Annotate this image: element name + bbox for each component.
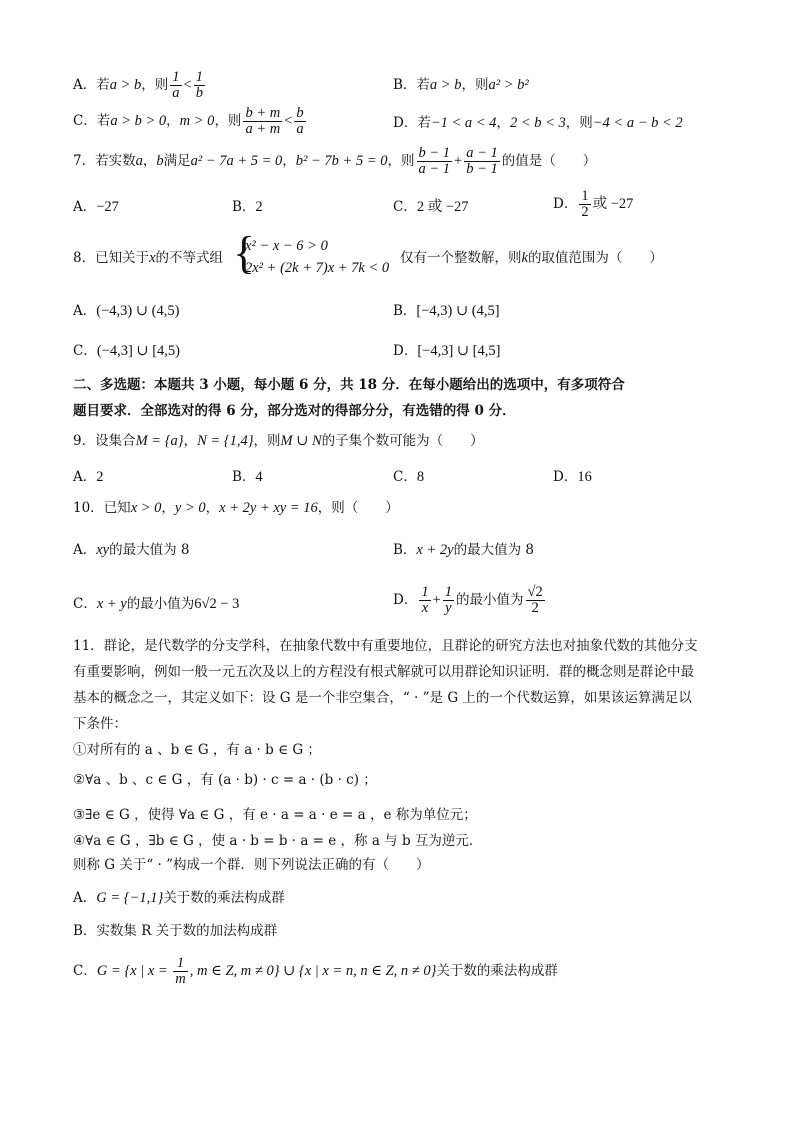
q6-option-b: B．若a > b，则a² > b² [393,77,529,93]
question-8-tail: 仅有一个整数解，则k的取值范围为（ ） [400,250,663,266]
q7-option-c: C．2 或 −27 [393,199,469,215]
q11-line-2: 有重要影响，例如一般一元五次及以上的方程没有根式解就可以用群论知识证明．群的概念则是群论中最 [73,664,694,680]
q9-option-d: D．16 [553,469,592,485]
q8-inequality-2: 2x² + (2k + 7)x + 7k < 0 [245,260,390,276]
q11-condition-1: ①对所有的 a 、b ∈ G ，有 a · b ∈ G ； [73,742,321,758]
q11-condition-4: ④∀a ∈ G ，∃b ∈ G ，使 a · b = b · a = e ，称 a 与 b 互为逆元． [73,833,483,849]
q8-inequality-1: x² − x − 6 > 0 [245,238,328,254]
section-2-heading-line1: 二、多选题：本题共 3 小题，每小题 6 分，共 18 分．在每小题给出的选项中，有多项符合 [73,377,625,393]
section-2-heading-line2: 题目要求．全部选对的得 6 分，部分选对的得部分分，有选错的得 0 分． [73,403,516,419]
q7-option-b: B．2 [232,199,263,215]
q11-option-b: B．实数集 R 关于数的加法构成群 [73,923,278,939]
question-9: 9．设集合M = {a}，N = {1,4}，则M ∪ N的子集个数可能为（ ） [73,433,484,449]
q9-option-a: A．2 [73,469,104,485]
q8-option-a: A．(−4,3) ∪ (4,5) [73,303,180,319]
q8-option-b: B．[−4,3) ∪ (4,5] [393,303,500,319]
q11-line-3: 基本的概念之一，其定义如下：设 G 是一个非空集合，“ · ”是 G 上的一个代数运算，如果该运算满足以 [73,690,692,706]
q9-option-c: C．8 [393,469,425,485]
q11-line-1: 11．群论，是代数学的分支学科，在抽象代数中有重要地位，且群论的研究方法也对抽象代数的其他分支 [73,638,698,654]
q10-option-c: C．x + y的最小值为6√2 − 3 [73,596,240,612]
q6-option-d: D．若−1 < a < 4，2 < b < 3，则−4 < a − b < 2 [393,115,683,131]
q7-option-d: D． $\frac{1}{2}$ 或 −27 [553,188,634,220]
q9-option-b: B．4 [232,469,263,485]
question-7: 7．若实数a，b满足a² − 7a + 5 = 0，b² − 7b + 5 = 0，则 $\frac{b - 1}{a - 1}$ + $\frac{a - 1}{b - 1}$ 的值是（ ） [73,145,597,177]
question-8-stem: 8．已知关于x的不等式组 [73,250,224,266]
q11-option-c: C．G = {x | x = $\frac{1}{m}$ , m ∈ Z, m ≠ 0} ∪ {x | x = n, n ∈ Z, n ≠ 0}关于数的乘法构成群 [73,955,558,987]
q7-option-a: A．−27 [73,199,119,215]
q6-option-c: C．若a > b > 0，m > 0，则 $\frac{b + m}{a + m}$ < $\frac{b}{a}$ [73,105,304,137]
q8-option-d: D．[−4,3] ∪ [4,5] [393,343,501,359]
q11-option-a: A．G = {−1,1}关于数的乘法构成群 [73,890,285,906]
q10-option-d: D． $\frac{1}{x}$ + $\frac{1}{y}$ 的最小值为 $\frac{√2}{2}$ [393,584,543,616]
q11-condition-3: ③∃e ∈ G ，使得 ∀a ∈ G ，有 e · a = a · e = a ，e 称为单位元； [73,807,477,823]
q10-option-a: A．xy的最大值为 8 [73,542,190,558]
q11-condition-2: ②∀a 、b 、c ∈ G ，有 (a · b) · c = a · (b · c) ； [73,772,377,788]
q11-line-4: 下条件： [73,716,127,732]
q10-option-b: B．x + 2y的最大值为 8 [393,542,534,558]
question-10: 10．已知x > 0，y > 0，x + 2y + xy = 16，则（ ） [73,500,399,516]
q11-conclusion: 则称 G 关于“ · ”构成一个群．则下列说法正确的有（ ） [73,857,430,873]
q8-brace: { [233,227,256,278]
q6-option-a: A．若a > b，则 $\frac{1}{a}$ < $\frac{1}{b}$ [73,69,203,101]
q8-option-c: C．(−4,3] ∪ [4,5) [73,343,180,359]
